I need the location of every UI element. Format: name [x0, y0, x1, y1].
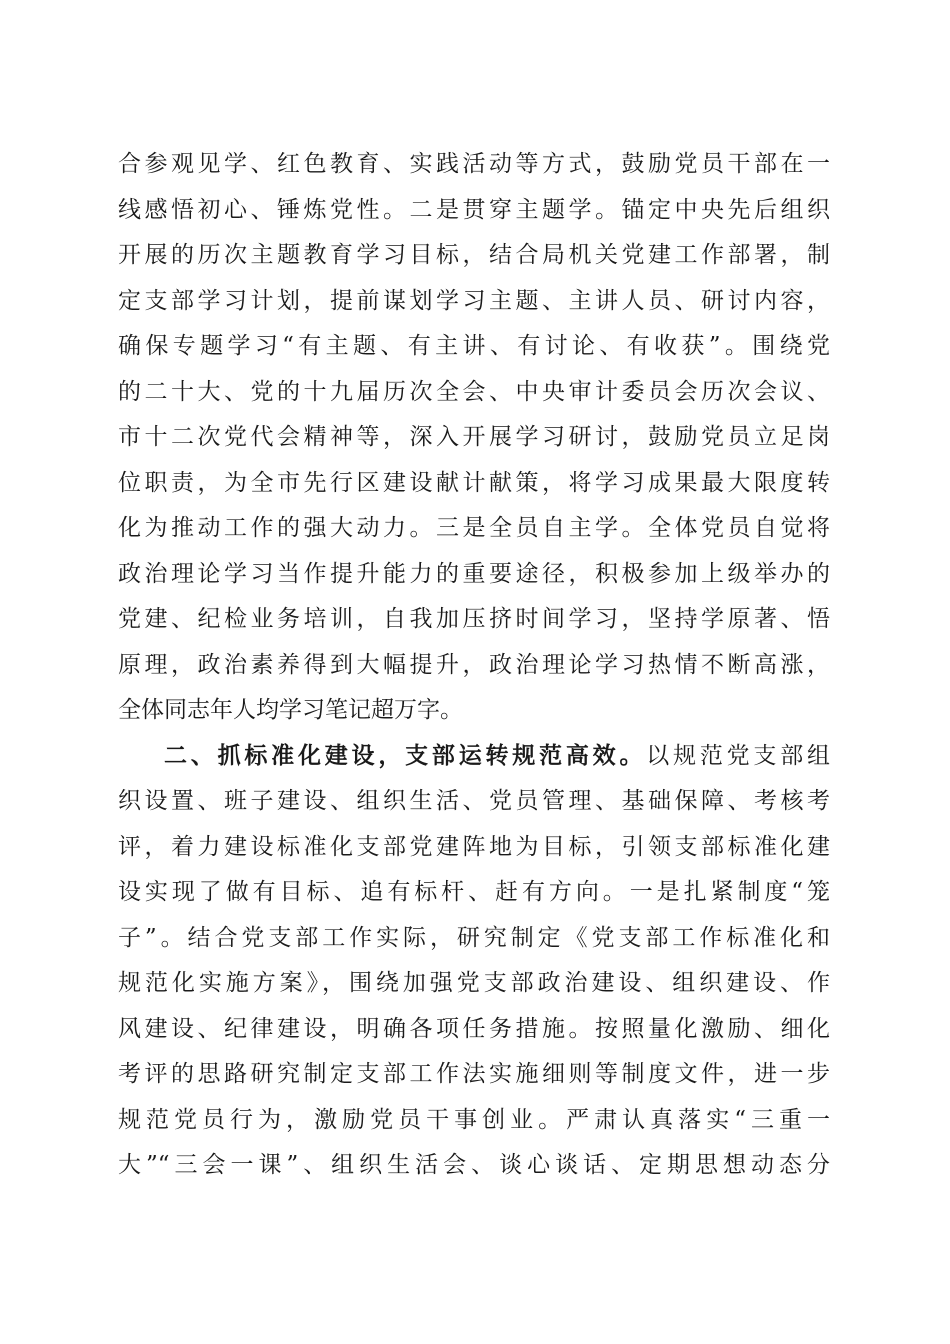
text-line: 评，着力建设标准化支部党建阵地为目标，引领支部标准化建: [118, 833, 830, 860]
heading-line-rest: 以规范党支部组: [646, 742, 830, 769]
text-line: 原理，政治素养得到大幅提升，政治理论学习热情不断高涨，: [118, 651, 830, 678]
paragraph-2: [118, 734, 830, 1189]
text-line: 考评的思路研究制定支部工作法实施细则等制度文件，进一步: [118, 1061, 830, 1087]
text-line: 风建设、纪律建设，明确各项任务措施。按照量化激励、细化: [118, 1015, 830, 1042]
text-line: 全体同志年人均学习笔记超万字。: [118, 697, 463, 723]
text-line: 党建、纪检业务培训，自我加压挤时间学习，坚持学原著、悟: [118, 606, 830, 632]
text-line: 子”。结合党支部工作实际，研究制定《党支部工作标准化和: [118, 924, 830, 951]
text-line: 位职责，为全市先行区建设献计献策，将学习成果最大限度转: [118, 469, 830, 496]
text-line: 大”“三会一课”、组织生活会、谈心谈话、定期思想动态分: [118, 1152, 830, 1178]
text-line: 市十二次党代会精神等，深入开展学习研讨，鼓励党员立足岗: [118, 424, 830, 450]
text-line: 设实现了做有目标、追有标杆、赶有方向。一是扎紧制度“笼: [118, 879, 830, 905]
text-line: 规范党员行为，激励党员干事创业。严肃认真落实“三重一: [118, 1106, 830, 1133]
section-heading: 二、抓标准化建设，支部运转规范高效。: [164, 742, 647, 769]
text-line: 化为推动工作的强大动力。三是全员自主学。全体党员自觉将: [118, 515, 830, 541]
text-line: 合参观见学、红色教育、实践活动等方式，鼓励党员干部在一: [118, 151, 830, 177]
text-line-with-heading: [118, 734, 830, 780]
text-line: 政治理论学习当作提升能力的重要途径，积极参加上级举办的: [118, 560, 830, 587]
text-line: 确保专题学习“有主题、有主讲、有讨论、有收获”。围绕党: [118, 333, 830, 359]
text-line: 的二十大、党的十九届历次全会、中央审计委员会历次会议、: [118, 378, 830, 405]
text-line: 规范化实施方案》，围绕加强党支部政治建设、组织建设、作: [118, 970, 830, 996]
body-text: [118, 142, 830, 1189]
text-line: 开展的历次主题教育学习目标，结合局机关党建工作部署，制: [118, 242, 830, 268]
text-line: 织设置、班子建设、组织生活、党员管理、基础保障、考核考: [118, 788, 830, 814]
text-line: 线感悟初心、锤炼党性。二是贯穿主题学。锚定中央先后组织: [118, 196, 830, 223]
text-line: 定支部学习计划，提前谋划学习主题、主讲人员、研讨内容，: [118, 287, 830, 314]
paragraph-1: [118, 142, 830, 734]
